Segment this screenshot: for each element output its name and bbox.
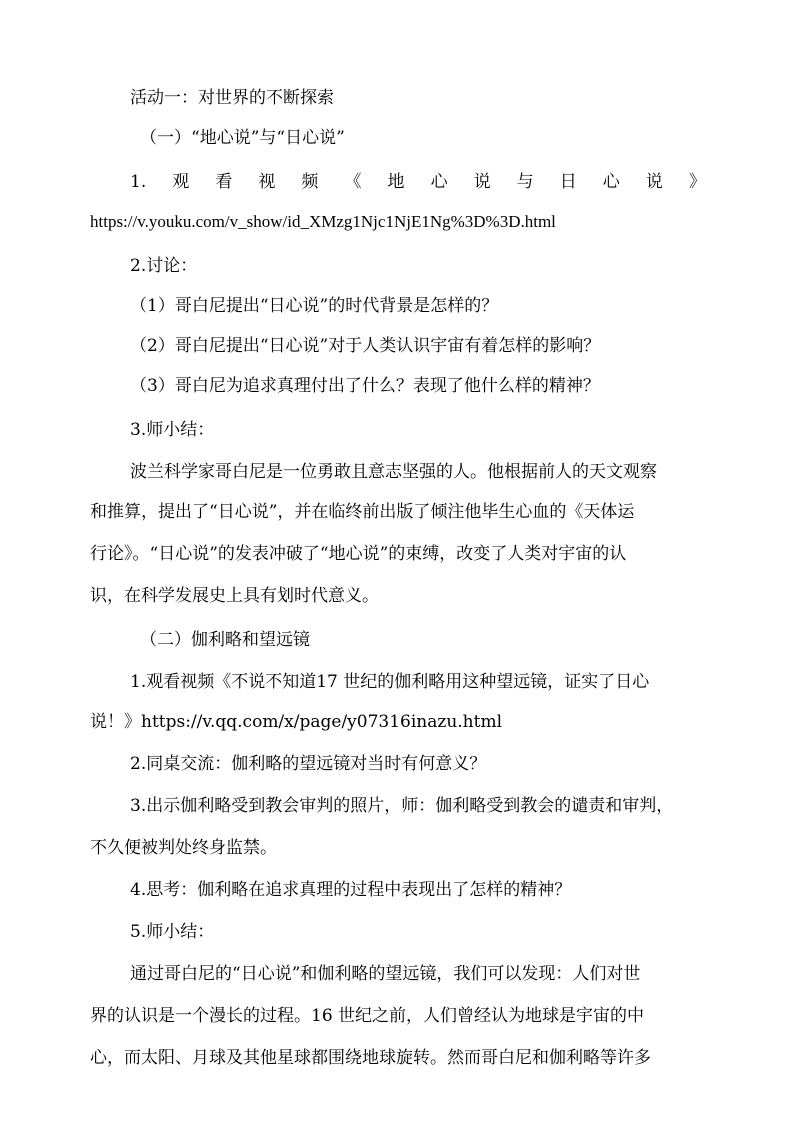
spread-char: 与 <box>516 172 534 192</box>
video-instruction-line <box>130 170 706 194</box>
spread-char: 》 <box>688 172 706 192</box>
summary-paragraph-line-3: 行论》。“日心说”的发表冲破了“地心说”的束缚，改变了人类对宇宙的认 <box>90 544 627 564</box>
summary-paragraph-line-2: 和推算，提出了“日心说”，并在临终前出版了倾注他毕生心血的《天体运 <box>90 502 635 522</box>
spread-char: 说 <box>645 172 663 192</box>
spread-char: 频 <box>301 172 319 192</box>
spread-char: 观 <box>172 172 190 192</box>
spread-char: 日 <box>559 172 577 192</box>
spread-char: 《 <box>344 172 362 192</box>
spread-char: 说 <box>473 172 491 192</box>
video-instruction-2-line-1: 1.观看视频《不说不知道17 世纪的伽利略用这种望远镜，证实了日心 <box>130 672 650 692</box>
summary-paragraph-line-1: 波兰科学家哥白尼是一位勇敢且意志坚强的人。他根据前人的天文观察 <box>130 462 657 482</box>
discussion-question-3: （3）哥白尼为追求真理付出了什么？表现了他什么样的精神？ <box>130 376 600 396</box>
teacher-summary-label-1: 3.师小结： <box>130 420 215 440</box>
conclusion-paragraph-line-2: 界的认识是一个漫长的过程。16 世纪之前，人们曾经认为地球是宇宙的中 <box>90 1006 645 1026</box>
trial-photo-line-2: 不久便被判处终身监禁。 <box>90 838 277 858</box>
video-instruction-2-line-2[interactable]: 说！》https://v.qq.com/x/page/y07316inazu.html <box>90 712 503 732</box>
spread-char: 视 <box>258 172 276 192</box>
spread-char: 看 <box>215 172 233 192</box>
spread-char: 心 <box>602 172 620 192</box>
spread-char: 1. <box>130 172 147 192</box>
reflection-question: 4.思考：伽利略在追求真理的过程中表现出了怎样的精神？ <box>130 880 572 900</box>
trial-photo-line-1: 3.出示伽利略受到教会审判的照片，师：伽利略受到教会的谴责和审判， <box>130 796 674 816</box>
conclusion-paragraph-line-1: 通过哥白尼的“日心说”和伽利略的望远镜，我们可以发现：人们对世 <box>130 964 641 984</box>
discussion-question-2: （2）哥白尼提出“日心说”对于人类认识宇宙有着怎样的影响？ <box>130 336 601 356</box>
section-heading-galileo-telescope: （二）伽利略和望远镜 <box>140 630 310 650</box>
teacher-summary-label-2: 5.师小结： <box>130 922 215 942</box>
summary-paragraph-line-4: 识，在科学发展史上具有划时代意义。 <box>90 586 379 606</box>
discussion-question-1: （1）哥白尼提出“日心说”的时代背景是怎样的？ <box>130 296 499 316</box>
spread-char: 心 <box>430 172 448 192</box>
spread-char: 地 <box>387 172 405 192</box>
section-heading-geocentric-heliocentric: （一）“地心说”与“日心说” <box>140 128 345 148</box>
youku-video-link[interactable]: https://v.youku.com/v_show/id_XMzg1Njc1NjE1Ng%3D%3D.html <box>90 212 556 231</box>
discussion-label: 2.讨论： <box>130 256 198 276</box>
activity-heading: 活动一：对世界的不断探索 <box>130 88 334 108</box>
conclusion-paragraph-line-3: 心，而太阳、月球及其他星球都围绕地球旋转。然而哥白尼和伽利略等许多 <box>90 1048 651 1068</box>
peer-discussion-line: 2.同桌交流：伽利略的望远镜对当时有何意义？ <box>130 754 487 774</box>
